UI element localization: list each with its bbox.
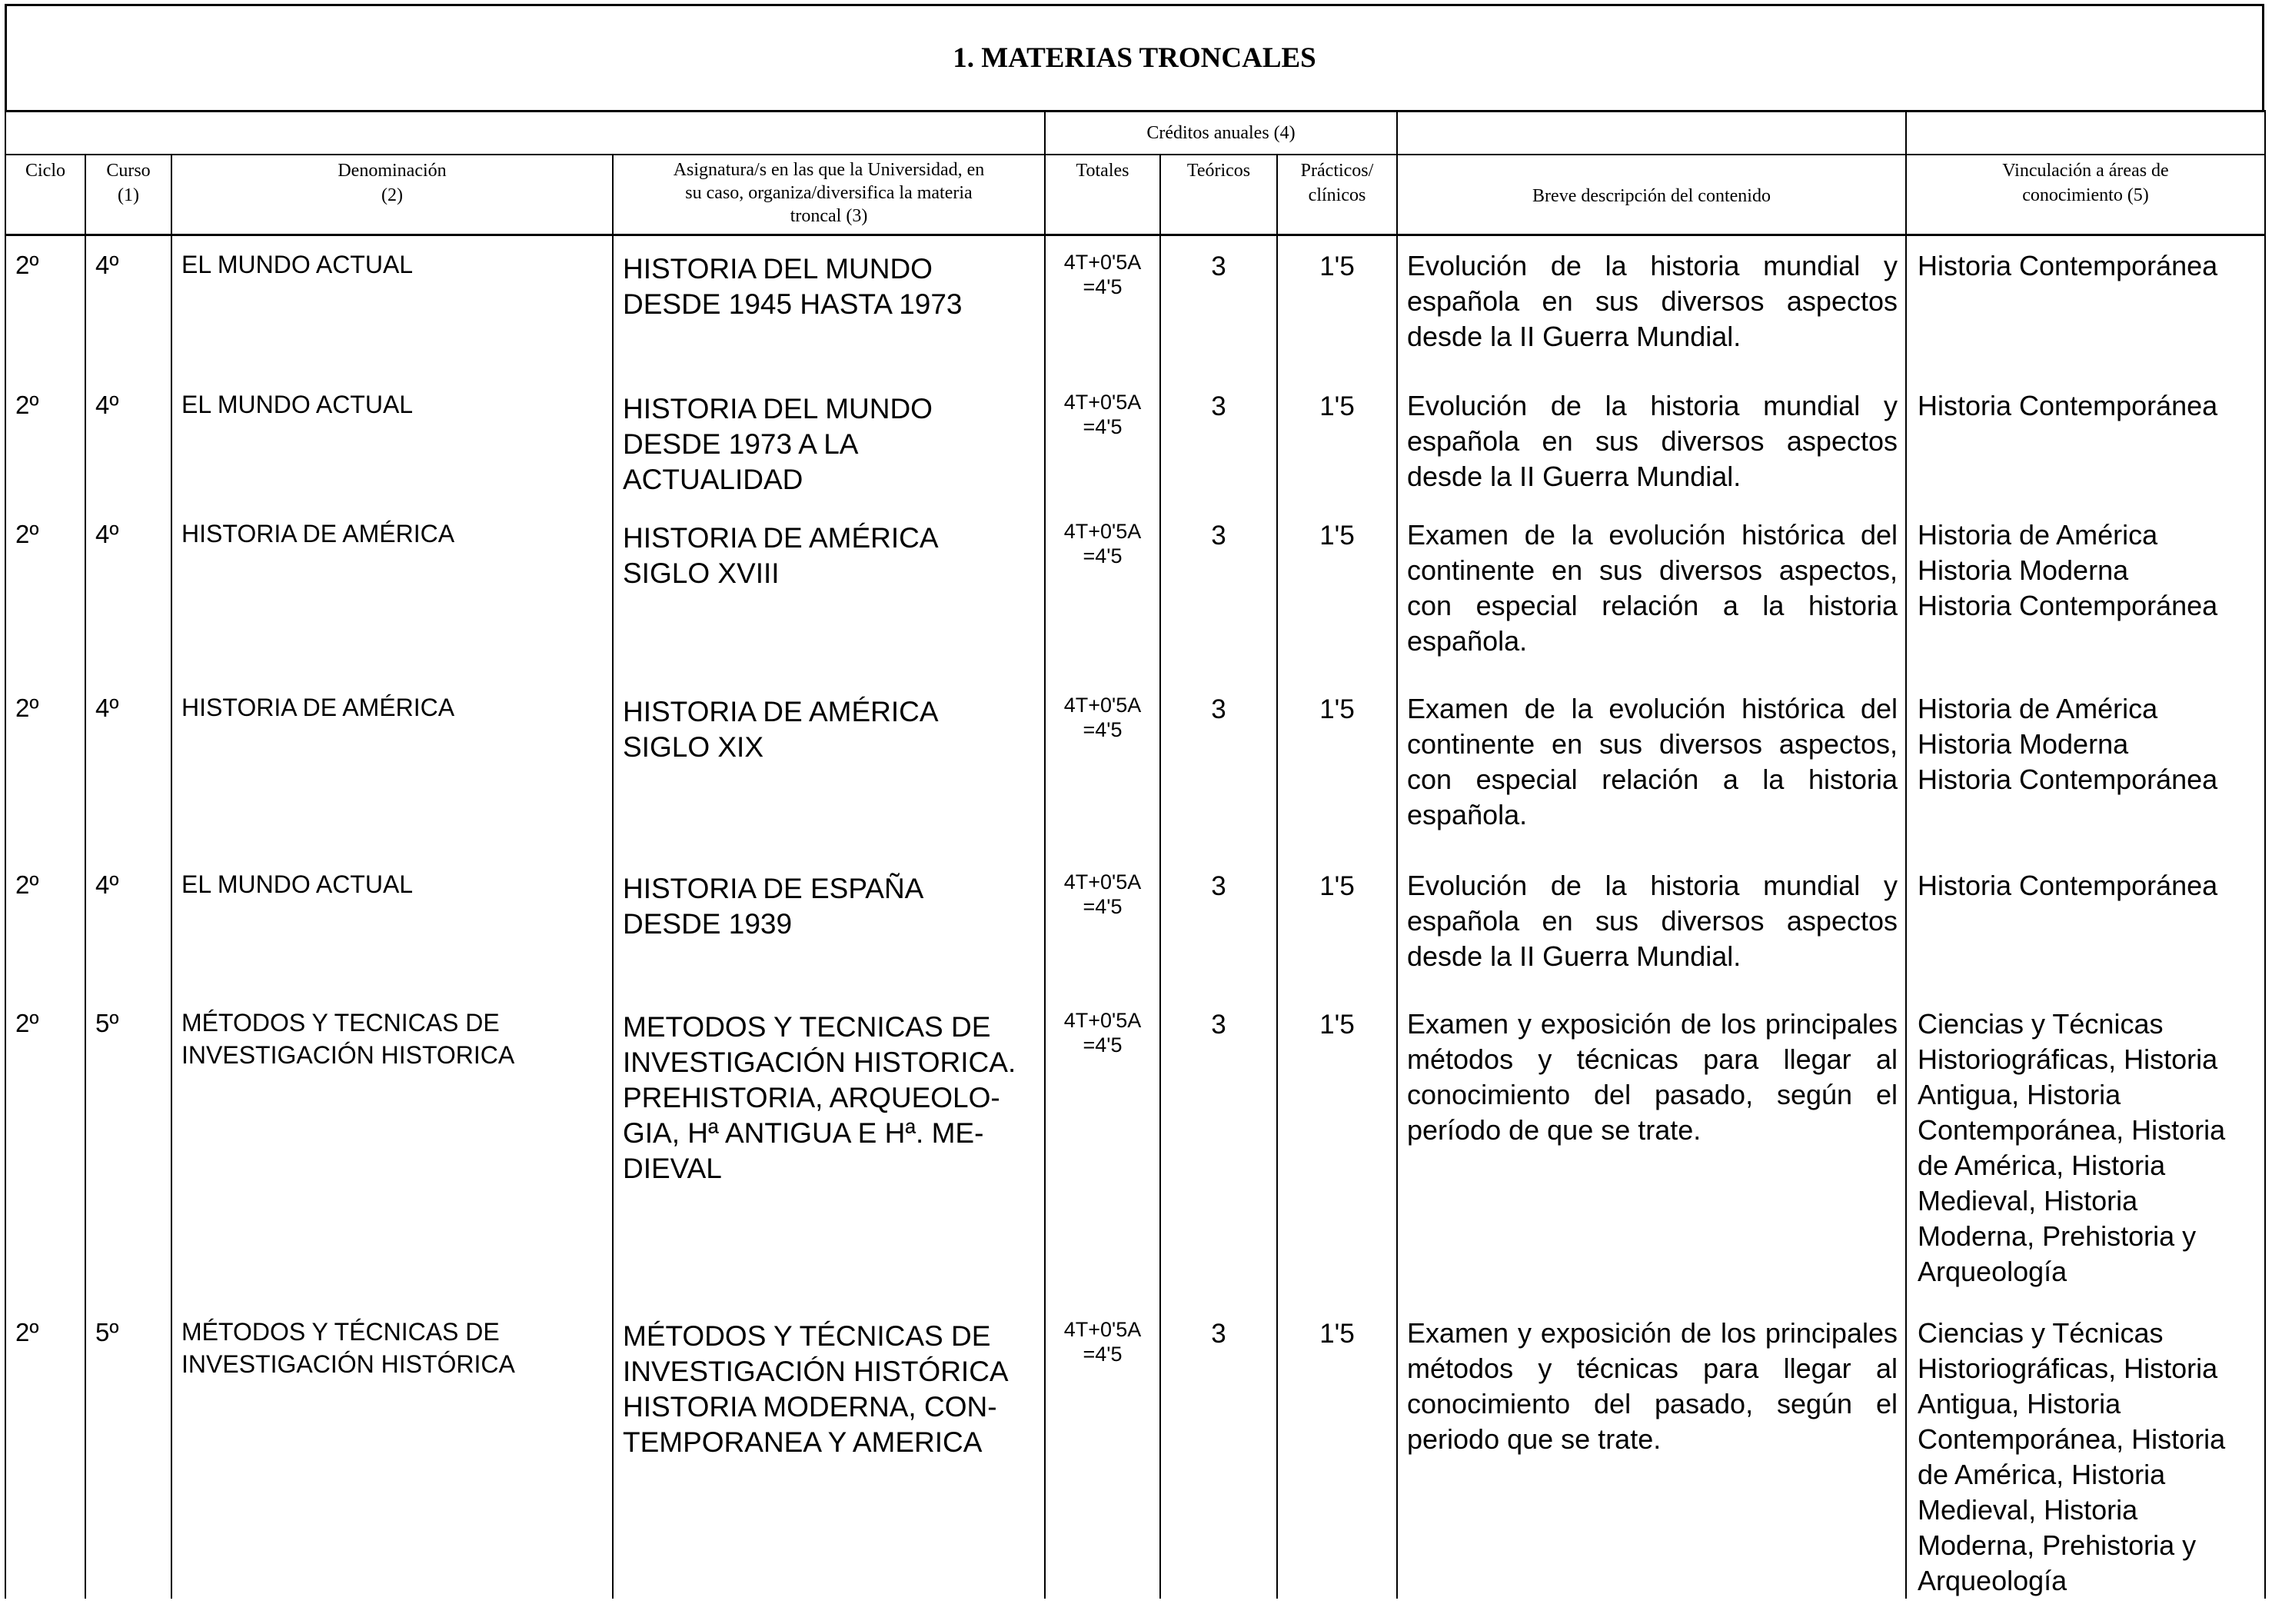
denominacion-line: INVESTIGACIÓN HISTÓRICA: [181, 1350, 515, 1378]
curso-cell: 4º: [85, 856, 171, 994]
column-header-row: [5, 155, 2265, 235]
ciclo-cell: 2º: [5, 994, 85, 1303]
ciclo-cell: 2º: [5, 505, 85, 679]
denominacion-cell: [171, 994, 613, 1303]
header-teoricos: Teóricos: [1160, 155, 1277, 235]
credits-label: Créditos anuales (4): [1045, 111, 1397, 155]
table-row: [5, 679, 2265, 856]
vinculacion-line: de América, Historia: [1918, 1459, 2166, 1490]
practicos-cell: 1'5: [1277, 679, 1397, 856]
vinculacion-cell: [1906, 1303, 2265, 1599]
vinculacion-line: Historia Contemporánea: [1918, 249, 2218, 281]
materias-table: [5, 110, 2266, 1599]
vinculacion-line: Historia de América: [1918, 519, 2158, 551]
vinculacion-line: Historia Contemporánea: [1918, 590, 2218, 621]
ciclo-cell: 2º: [5, 1303, 85, 1599]
teoricos-cell: 3: [1160, 994, 1277, 1303]
asignatura-line: DESDE 1973 A LA: [623, 428, 859, 460]
ciclo-cell: 2º: [5, 376, 85, 505]
asignatura-line: HISTORIA DE ESPAÑA: [623, 873, 924, 904]
vinculacion-line: Historia de América: [1918, 693, 2158, 724]
asignatura-line: HISTORIA DEL MUNDO: [623, 252, 933, 285]
vinculacion-cell: [1906, 994, 2265, 1303]
teoricos-cell: 3: [1160, 376, 1277, 505]
asignatura-line: PREHISTORIA, ARQUEOLO-: [623, 1082, 1000, 1113]
denominacion-line: INVESTIGACIÓN HISTORICA: [181, 1041, 515, 1069]
vinculacion-line: Antigua, Historia: [1918, 1388, 2121, 1419]
section-title: 1. MATERIAS TRONCALES: [5, 4, 2264, 110]
vinculacion-line: Medieval, Historia: [1918, 1185, 2138, 1216]
asignatura-cell: [613, 235, 1045, 376]
totales-line: 4T+0'5A: [1063, 250, 1142, 274]
header-vinculacion: Vinculación a áreas de conocimiento (5): [1906, 155, 2265, 235]
vinculacion-line: Ciencias y Técnicas: [1918, 1317, 2164, 1349]
vinculacion-line: Arqueología: [1918, 1256, 2067, 1287]
asignatura-cell: [613, 856, 1045, 994]
asignatura-line: DESDE 1939: [623, 908, 793, 940]
credits-blank-cell: [5, 111, 1045, 155]
totales-cell: [1045, 505, 1160, 679]
vinculacion-line: Arqueología: [1918, 1565, 2067, 1596]
header-asignatura: Asignatura/s en las que la Universidad, en su caso, organiza/diversifica la materia troncal (3): [613, 155, 1045, 235]
curso-cell: 4º: [85, 376, 171, 505]
totales-line: =4'5: [1083, 1033, 1123, 1057]
totales-line: 4T+0'5A: [1063, 1009, 1142, 1032]
practicos-cell: 1'5: [1277, 994, 1397, 1303]
vinculacion-line: Medieval, Historia: [1918, 1494, 2138, 1526]
curso-cell: 5º: [85, 994, 171, 1303]
teoricos-cell: 3: [1160, 505, 1277, 679]
asignatura-cell: [613, 994, 1045, 1303]
asignatura-cell: [613, 376, 1045, 505]
totales-line: 4T+0'5A: [1063, 1318, 1142, 1341]
asignatura-line: GIA, Hª ANTIGUA E Hª. ME-: [623, 1117, 984, 1149]
curso-cell: 4º: [85, 505, 171, 679]
vinculacion-line: Contemporánea, Historia: [1918, 1114, 2226, 1146]
curso-cell: 5º: [85, 1303, 171, 1599]
table-row: [5, 1303, 2265, 1599]
vinculacion-line: Historia Moderna: [1918, 728, 2129, 760]
totales-line: 4T+0'5A: [1063, 520, 1142, 543]
asignatura-line: INVESTIGACIÓN HISTÓRICA: [623, 1356, 1009, 1387]
vinculacion-line: Historiográficas, Historia: [1918, 1353, 2218, 1384]
totales-line: =4'5: [1083, 275, 1123, 298]
vinculacion-line: Moderna, Prehistoria y: [1918, 1529, 2197, 1561]
totales-cell: [1045, 994, 1160, 1303]
table-row: [5, 994, 2265, 1303]
teoricos-cell: 3: [1160, 235, 1277, 376]
totales-line: 4T+0'5A: [1063, 870, 1142, 894]
denominacion-line: EL MUNDO ACTUAL: [181, 391, 414, 418]
asignatura-line: MÉTODOS Y TÉCNICAS DE: [623, 1320, 991, 1352]
table-row: [5, 505, 2265, 679]
totales-line: =4'5: [1083, 544, 1123, 567]
vinculacion-cell: [1906, 679, 2265, 856]
totales-cell: [1045, 679, 1160, 856]
vinculacion-line: Contemporánea, Historia: [1918, 1423, 2226, 1455]
totales-line: =4'5: [1083, 718, 1123, 741]
descripcion-cell: Examen de la evolución histórica del continente en sus diversos aspectos, con especial relación a la historia española.: [1397, 679, 1906, 856]
denominacion-line: EL MUNDO ACTUAL: [181, 250, 414, 278]
asignatura-line: HISTORIA MODERNA, CON-: [623, 1391, 997, 1423]
header-denominacion: Denominación (2): [171, 155, 613, 235]
vinculacion-line: Historia Contemporánea: [1918, 764, 2218, 795]
vinculacion-cell: [1906, 505, 2265, 679]
practicos-cell: 1'5: [1277, 235, 1397, 376]
teoricos-cell: 3: [1160, 856, 1277, 994]
denominacion-line: EL MUNDO ACTUAL: [181, 870, 414, 898]
vinculacion-cell: [1906, 856, 2265, 994]
asignatura-line: HISTORIA DEL MUNDO: [623, 393, 933, 424]
asignatura-cell: [613, 505, 1045, 679]
descripcion-cell: Evolución de la historia mundial y española en sus diversos aspectos desde la II Guerra Mundial.: [1397, 856, 1906, 994]
descripcion-cell: Examen y exposición de los principales métodos y técnicas para llegar al conocimiento del pasado, según el período de que se trate.: [1397, 994, 1906, 1303]
ciclo-cell: 2º: [5, 679, 85, 856]
curso-cell: 4º: [85, 679, 171, 856]
totales-line: 4T+0'5A: [1063, 694, 1142, 717]
vinculacion-line: Ciencias y Técnicas: [1918, 1008, 2164, 1040]
table-row: [5, 235, 2265, 376]
descripcion-cell: Examen y exposición de los principales métodos y técnicas para llegar al conocimiento del pasado, según el periodo que se trate.: [1397, 1303, 1906, 1599]
asignatura-line: SIGLO XVIII: [623, 557, 780, 589]
asignatura-line: DESDE 1945 HASTA 1973: [623, 288, 963, 320]
descripcion-cell: Evolución de la historia mundial y española en sus diversos aspectos desde la II Guerra Mundial.: [1397, 376, 1906, 505]
asignatura-line: METODOS Y TECNICAS DE: [623, 1011, 991, 1043]
denominacion-cell: [171, 1303, 613, 1599]
header-curso: Curso (1): [85, 155, 171, 235]
denominacion-cell: [171, 505, 613, 679]
table-row: [5, 856, 2265, 994]
teoricos-cell: 3: [1160, 1303, 1277, 1599]
header-totales: Totales: [1045, 155, 1160, 235]
asignatura-line: HISTORIA DE AMÉRICA: [623, 522, 939, 554]
asignatura-line: TEMPORANEA Y AMERICA: [623, 1426, 983, 1458]
totales-cell: [1045, 1303, 1160, 1599]
vinculacion-line: Antigua, Historia: [1918, 1079, 2121, 1110]
denominacion-cell: [171, 679, 613, 856]
vinculacion-cell: [1906, 376, 2265, 505]
totales-line: =4'5: [1083, 895, 1123, 918]
denominacion-line: HISTORIA DE AMÉRICA: [181, 520, 455, 547]
denominacion-cell: [171, 856, 613, 994]
denominacion-line: HISTORIA DE AMÉRICA: [181, 694, 455, 721]
ciclo-cell: 2º: [5, 856, 85, 994]
asignatura-line: SIGLO XIX: [623, 731, 764, 763]
totales-line: =4'5: [1083, 415, 1123, 438]
asignatura-line: HISTORIA DE AMÉRICA: [623, 696, 939, 727]
practicos-cell: 1'5: [1277, 1303, 1397, 1599]
credits-header-row: [5, 111, 2265, 155]
vinculacion-line: Historia Contemporánea: [1918, 870, 2218, 901]
curso-cell: 4º: [85, 235, 171, 376]
totales-cell: [1045, 376, 1160, 505]
denominacion-line: MÉTODOS Y TECNICAS DE: [181, 1009, 500, 1037]
practicos-cell: 1'5: [1277, 856, 1397, 994]
asignatura-cell: [613, 1303, 1045, 1599]
vinculacion-cell: [1906, 235, 2265, 376]
denominacion-cell: [171, 235, 613, 376]
credits-blank-cell-3: [1906, 111, 2265, 155]
header-ciclo: Ciclo: [5, 155, 85, 235]
practicos-cell: 1'5: [1277, 376, 1397, 505]
ciclo-cell: 2º: [5, 235, 85, 376]
teoricos-cell: 3: [1160, 679, 1277, 856]
practicos-cell: 1'5: [1277, 505, 1397, 679]
vinculacion-line: Historiográficas, Historia: [1918, 1043, 2218, 1075]
header-practicos: Prácticos/ clínicos: [1277, 155, 1397, 235]
vinculacion-line: de América, Historia: [1918, 1150, 2166, 1181]
vinculacion-line: Moderna, Prehistoria y: [1918, 1220, 2197, 1252]
vinculacion-line: Historia Contemporánea: [1918, 390, 2218, 421]
totales-cell: [1045, 856, 1160, 994]
denominacion-line: MÉTODOS Y TÉCNICAS DE: [181, 1318, 500, 1346]
header-descripcion: Breve descripción del contenido: [1397, 155, 1906, 235]
asignatura-cell: [613, 679, 1045, 856]
descripcion-cell: Evolución de la historia mundial y española en sus diversos aspectos desde la II Guerra Mundial.: [1397, 235, 1906, 376]
totales-line: =4'5: [1083, 1343, 1123, 1366]
asignatura-line: INVESTIGACIÓN HISTORICA.: [623, 1047, 1016, 1078]
asignatura-line: DIEVAL: [623, 1153, 722, 1184]
vinculacion-line: Historia Moderna: [1918, 554, 2129, 586]
denominacion-cell: [171, 376, 613, 505]
totales-cell: [1045, 235, 1160, 376]
totales-line: 4T+0'5A: [1063, 391, 1142, 414]
table-row: [5, 376, 2265, 505]
credits-blank-cell-2: [1397, 111, 1906, 155]
descripcion-cell: Examen de la evolución histórica del continente en sus diversos aspectos, con especial relación a la historia española.: [1397, 505, 1906, 679]
asignatura-line: ACTUALIDAD: [623, 464, 803, 495]
